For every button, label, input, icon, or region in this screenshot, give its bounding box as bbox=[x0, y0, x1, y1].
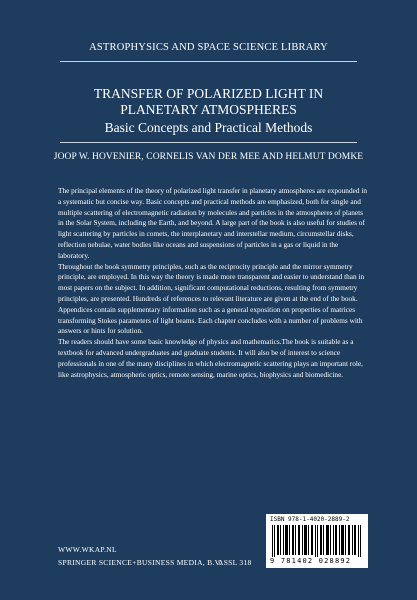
publisher-url: WWW.WKAP.NL bbox=[58, 545, 117, 554]
isbn-barcode bbox=[266, 514, 368, 568]
title-line-2: PLANETARY ATMOSPHERES bbox=[120, 102, 297, 117]
book-subtitle: Basic Concepts and Practical Methods bbox=[104, 120, 313, 135]
series-number: ASSL 318 bbox=[218, 558, 252, 567]
blurb-paragraph-3: The readers should have some basic knowledge of physics and mathematics.The book is suitable as a textbook for advanced undergraduates and graduate students. It will also be of interest to science professionals in one of the many disciplines in which electromagnetic scattering plays an important role, like astrophysics, atmospheric optics, remote sensing, marine optics, biophysics and biomedicine. bbox=[58, 337, 363, 379]
book-title bbox=[0, 86, 417, 118]
publisher-name: SPRINGER SCIENCE+BUSINESS MEDIA, B.V. bbox=[58, 558, 222, 567]
barcode-icon bbox=[272, 525, 362, 557]
blurb-paragraph-2: Throughout the book symmetry principles, such as the reciprocity principle and the mirror symmetry principle, are employed. In this way the theory is made more transparent and easier to understand than in most papers on the subject. In addition, significant computational reductions, resulting from symmetry principles, are presented. Hundreds of references to relevant literature are given at the end of the book. Appendices contain supplementary information such as a general exposition on properties of matrices transforming Stokes parameters of light beams. Each chapter concludes with a number of problems with answers or hints for solution. bbox=[58, 261, 365, 336]
title-line-1: TRANSFER OF POLARIZED LIGHT IN bbox=[93, 86, 324, 101]
isbn-label: ISBN 978-1-4020-2889-2 bbox=[270, 516, 350, 523]
bottom-divider bbox=[60, 142, 357, 143]
blurb bbox=[58, 186, 370, 380]
series-name: ASTROPHYSICS AND SPACE SCIENCE LIBRARY bbox=[89, 42, 328, 53]
top-divider bbox=[60, 61, 357, 62]
authors: JOOP W. HOVENIER, CORNELIS VAN DER MEE AND HELMUT DOMKE bbox=[53, 152, 364, 162]
barcode-digits: 9 781402 028892 bbox=[270, 557, 352, 565]
blurb-paragraph-1: The principal elements of the theory of polarized light transfer in planetary atmospheres are expounded in a systematic but concise way. Basic concepts and practical methods are emphasized, both for single and multiple scattering of electromagnetic radiation by molecules and particles in the atmospheres of planets in the Solar System, including the Earth, and beyond. A large part of the book is also useful for studies of light scattering by particles in comets, the interplanetary and interstellar medium, circumstellar disks, reflection nebulae, water bodies like oceans and suspensions of particles in a gas or liquid in the laboratory. bbox=[58, 186, 367, 260]
